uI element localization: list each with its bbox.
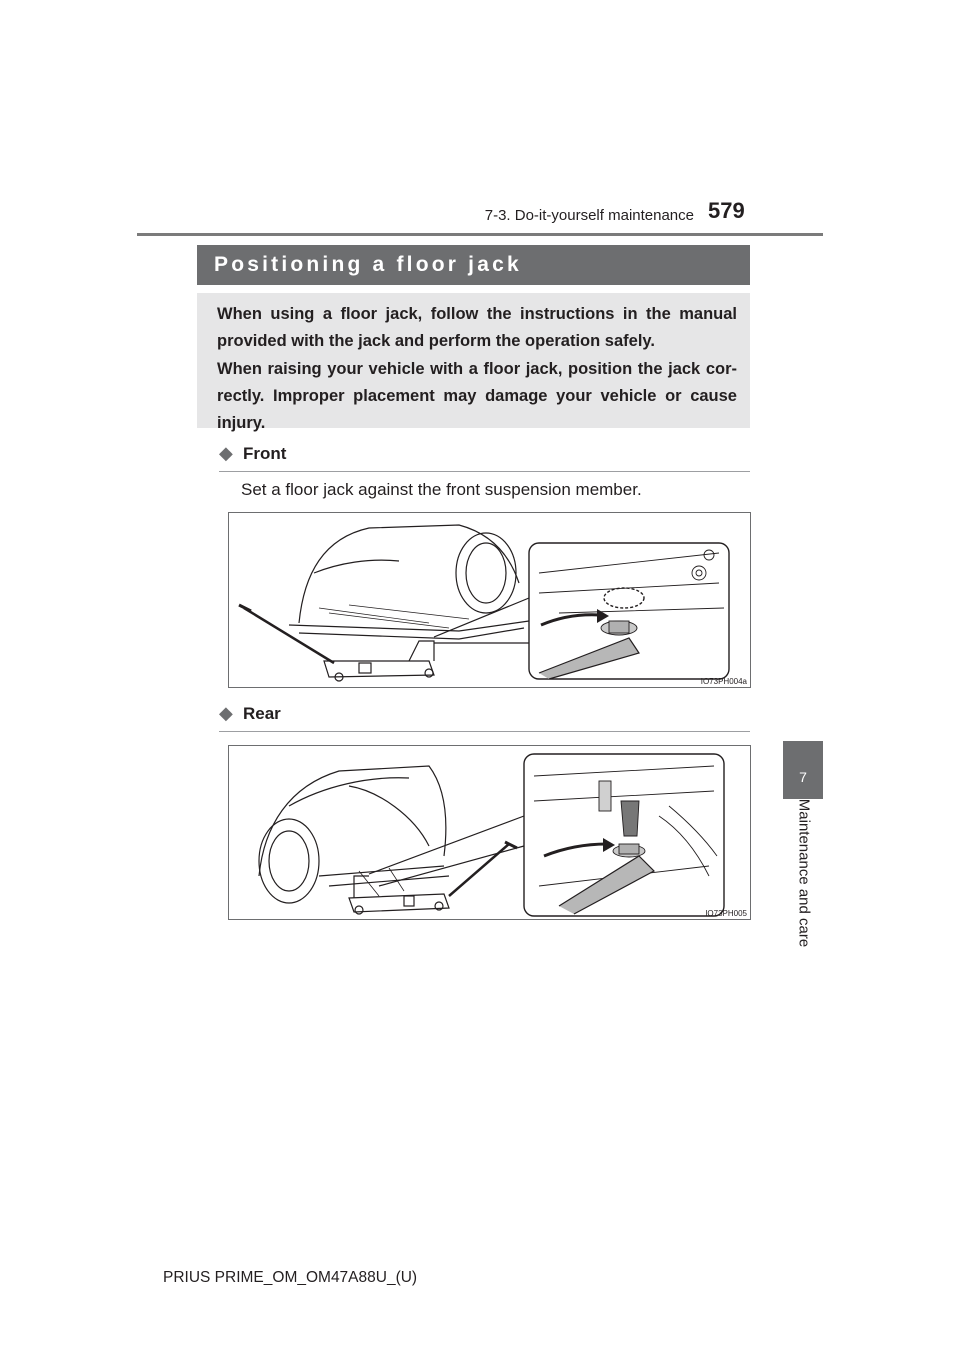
rear-subheading	[219, 703, 750, 732]
intro-paragraph-2: When raising your vehicle with a floor jack, position the jack cor-rectly. Improper placement may damage your vehicle or cause injury.	[217, 360, 737, 432]
page-number: 579	[708, 198, 745, 223]
intro-paragraph-1: When using a floor jack, follow the instructions in the manual provided with the jack and perform the operation safely.	[217, 305, 737, 350]
intro-box	[197, 293, 750, 432]
header-divider	[137, 233, 823, 236]
chapter-number: 7	[799, 769, 807, 785]
section-title-bar	[197, 245, 750, 285]
front-instruction: Set a floor jack against the front suspension member.	[241, 480, 642, 499]
document-id-footer: PRIUS PRIME_OM_OM47A88U_(U)	[163, 1269, 418, 1286]
rear-figure-code: IO73PH005	[705, 909, 747, 918]
front-figure-code: IO73PH004a	[700, 677, 747, 686]
front-heading-label: Front	[243, 444, 287, 463]
rear-jack-figure	[228, 745, 751, 920]
section-title: Positioning a floor jack	[214, 253, 522, 276]
front-subheading	[219, 443, 750, 472]
running-header-section: 7-3. Do-it-yourself maintenance	[484, 207, 694, 224]
front-jack-figure	[228, 512, 751, 688]
diamond-bullet-icon: ◆	[219, 703, 233, 723]
rear-heading-label: Rear	[243, 704, 281, 723]
chapter-label: Maintenance and care	[795, 798, 813, 948]
front-jack-illustration	[229, 513, 750, 687]
rear-jack-illustration	[229, 746, 750, 919]
chapter-tab	[783, 741, 823, 799]
diamond-bullet-icon: ◆	[219, 443, 233, 463]
